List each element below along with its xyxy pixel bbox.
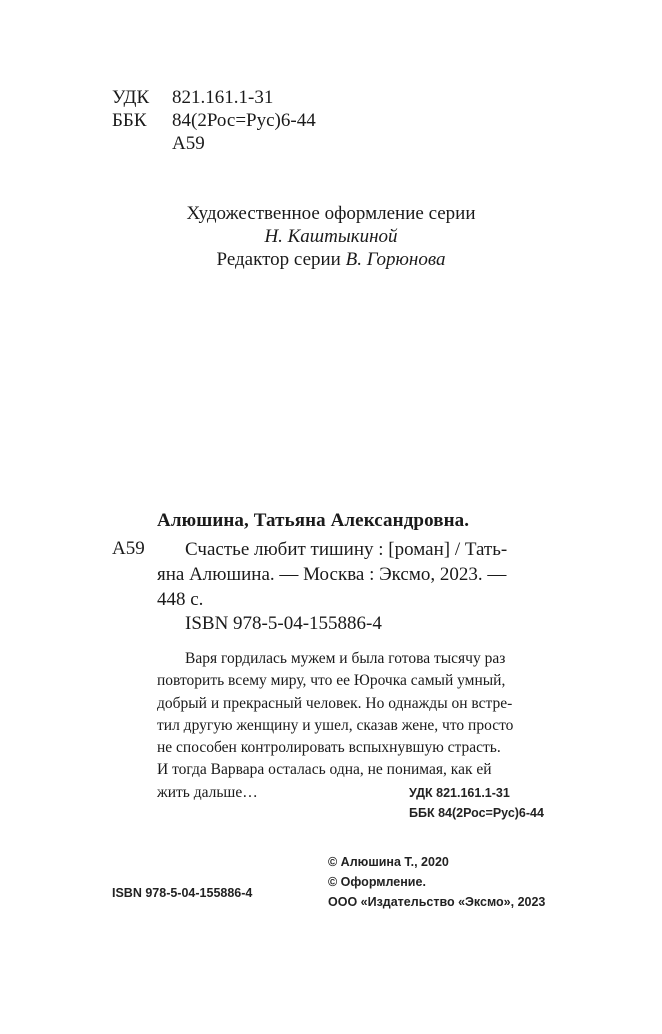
bbk-value: 84(2Рос=Рус)6-44: [172, 110, 316, 131]
classification-block: [112, 86, 316, 155]
bbk-row: [112, 109, 316, 132]
series-credits: [0, 202, 662, 271]
small-udk: УДК 821.161.1-31: [409, 786, 510, 800]
annotation-line: добрый и прекрасный человек. Но однажды он встре-: [157, 694, 513, 712]
annotation-line: Варя гордилась мужем и была готова тысячу раз: [185, 650, 506, 667]
series-editor-name: В. Горюнова: [345, 249, 446, 270]
record-code: А59: [112, 538, 145, 559]
annotation-line: жить дальше…: [157, 783, 258, 801]
small-bbk: ББК 84(2Рос=Рус)6-44: [409, 806, 544, 820]
record-isbn: ISBN 978-5-04-155886-4: [185, 613, 382, 634]
series-designer-name: Н. Каштыкиной: [264, 226, 398, 247]
copyright-author: © Алюшина Т., 2020: [328, 855, 449, 869]
author-mark-value: А59: [172, 133, 205, 154]
author-mark-row: [112, 132, 316, 155]
annotation: [157, 648, 513, 804]
copyright-publisher: ООО «Издательство «Эксмо», 2023: [328, 895, 546, 909]
record-description: [157, 537, 507, 612]
copyright-design: © Оформление.: [328, 875, 426, 889]
record-line: 448 с.: [157, 589, 204, 610]
record-line: Счастье любит тишину : [роман] / Тать-: [185, 539, 508, 560]
annotation-line: не способен контролировать вспыхнувшую страсть.: [157, 739, 501, 757]
series-editor-line: [0, 248, 662, 271]
udk-value: 821.161.1-31: [172, 87, 274, 108]
annotation-line: повторить всему миру, что ее Юрочка самый умный,: [157, 672, 506, 690]
series-design-label: Художественное оформление серии: [186, 203, 476, 224]
record-author: Алюшина, Татьяна Александровна.: [157, 510, 470, 531]
udk-row: [112, 86, 316, 109]
isbn-bottom: ISBN 978-5-04-155886-4: [112, 886, 253, 900]
bbk-label: ББК: [112, 110, 147, 131]
annotation-line: тил другую женщину и ушел, сказав жене, что просто: [157, 716, 514, 734]
copyright-block: [328, 852, 545, 912]
record-line: яна Алюшина. — Москва : Эксмо, 2023. —: [157, 564, 507, 585]
series-editor-label: Редактор серии: [216, 249, 346, 270]
small-classification: [409, 783, 544, 823]
annotation-line: И тогда Варвара осталась одна, не понимая, как ей: [157, 761, 492, 779]
udk-label: УДК: [112, 87, 150, 108]
